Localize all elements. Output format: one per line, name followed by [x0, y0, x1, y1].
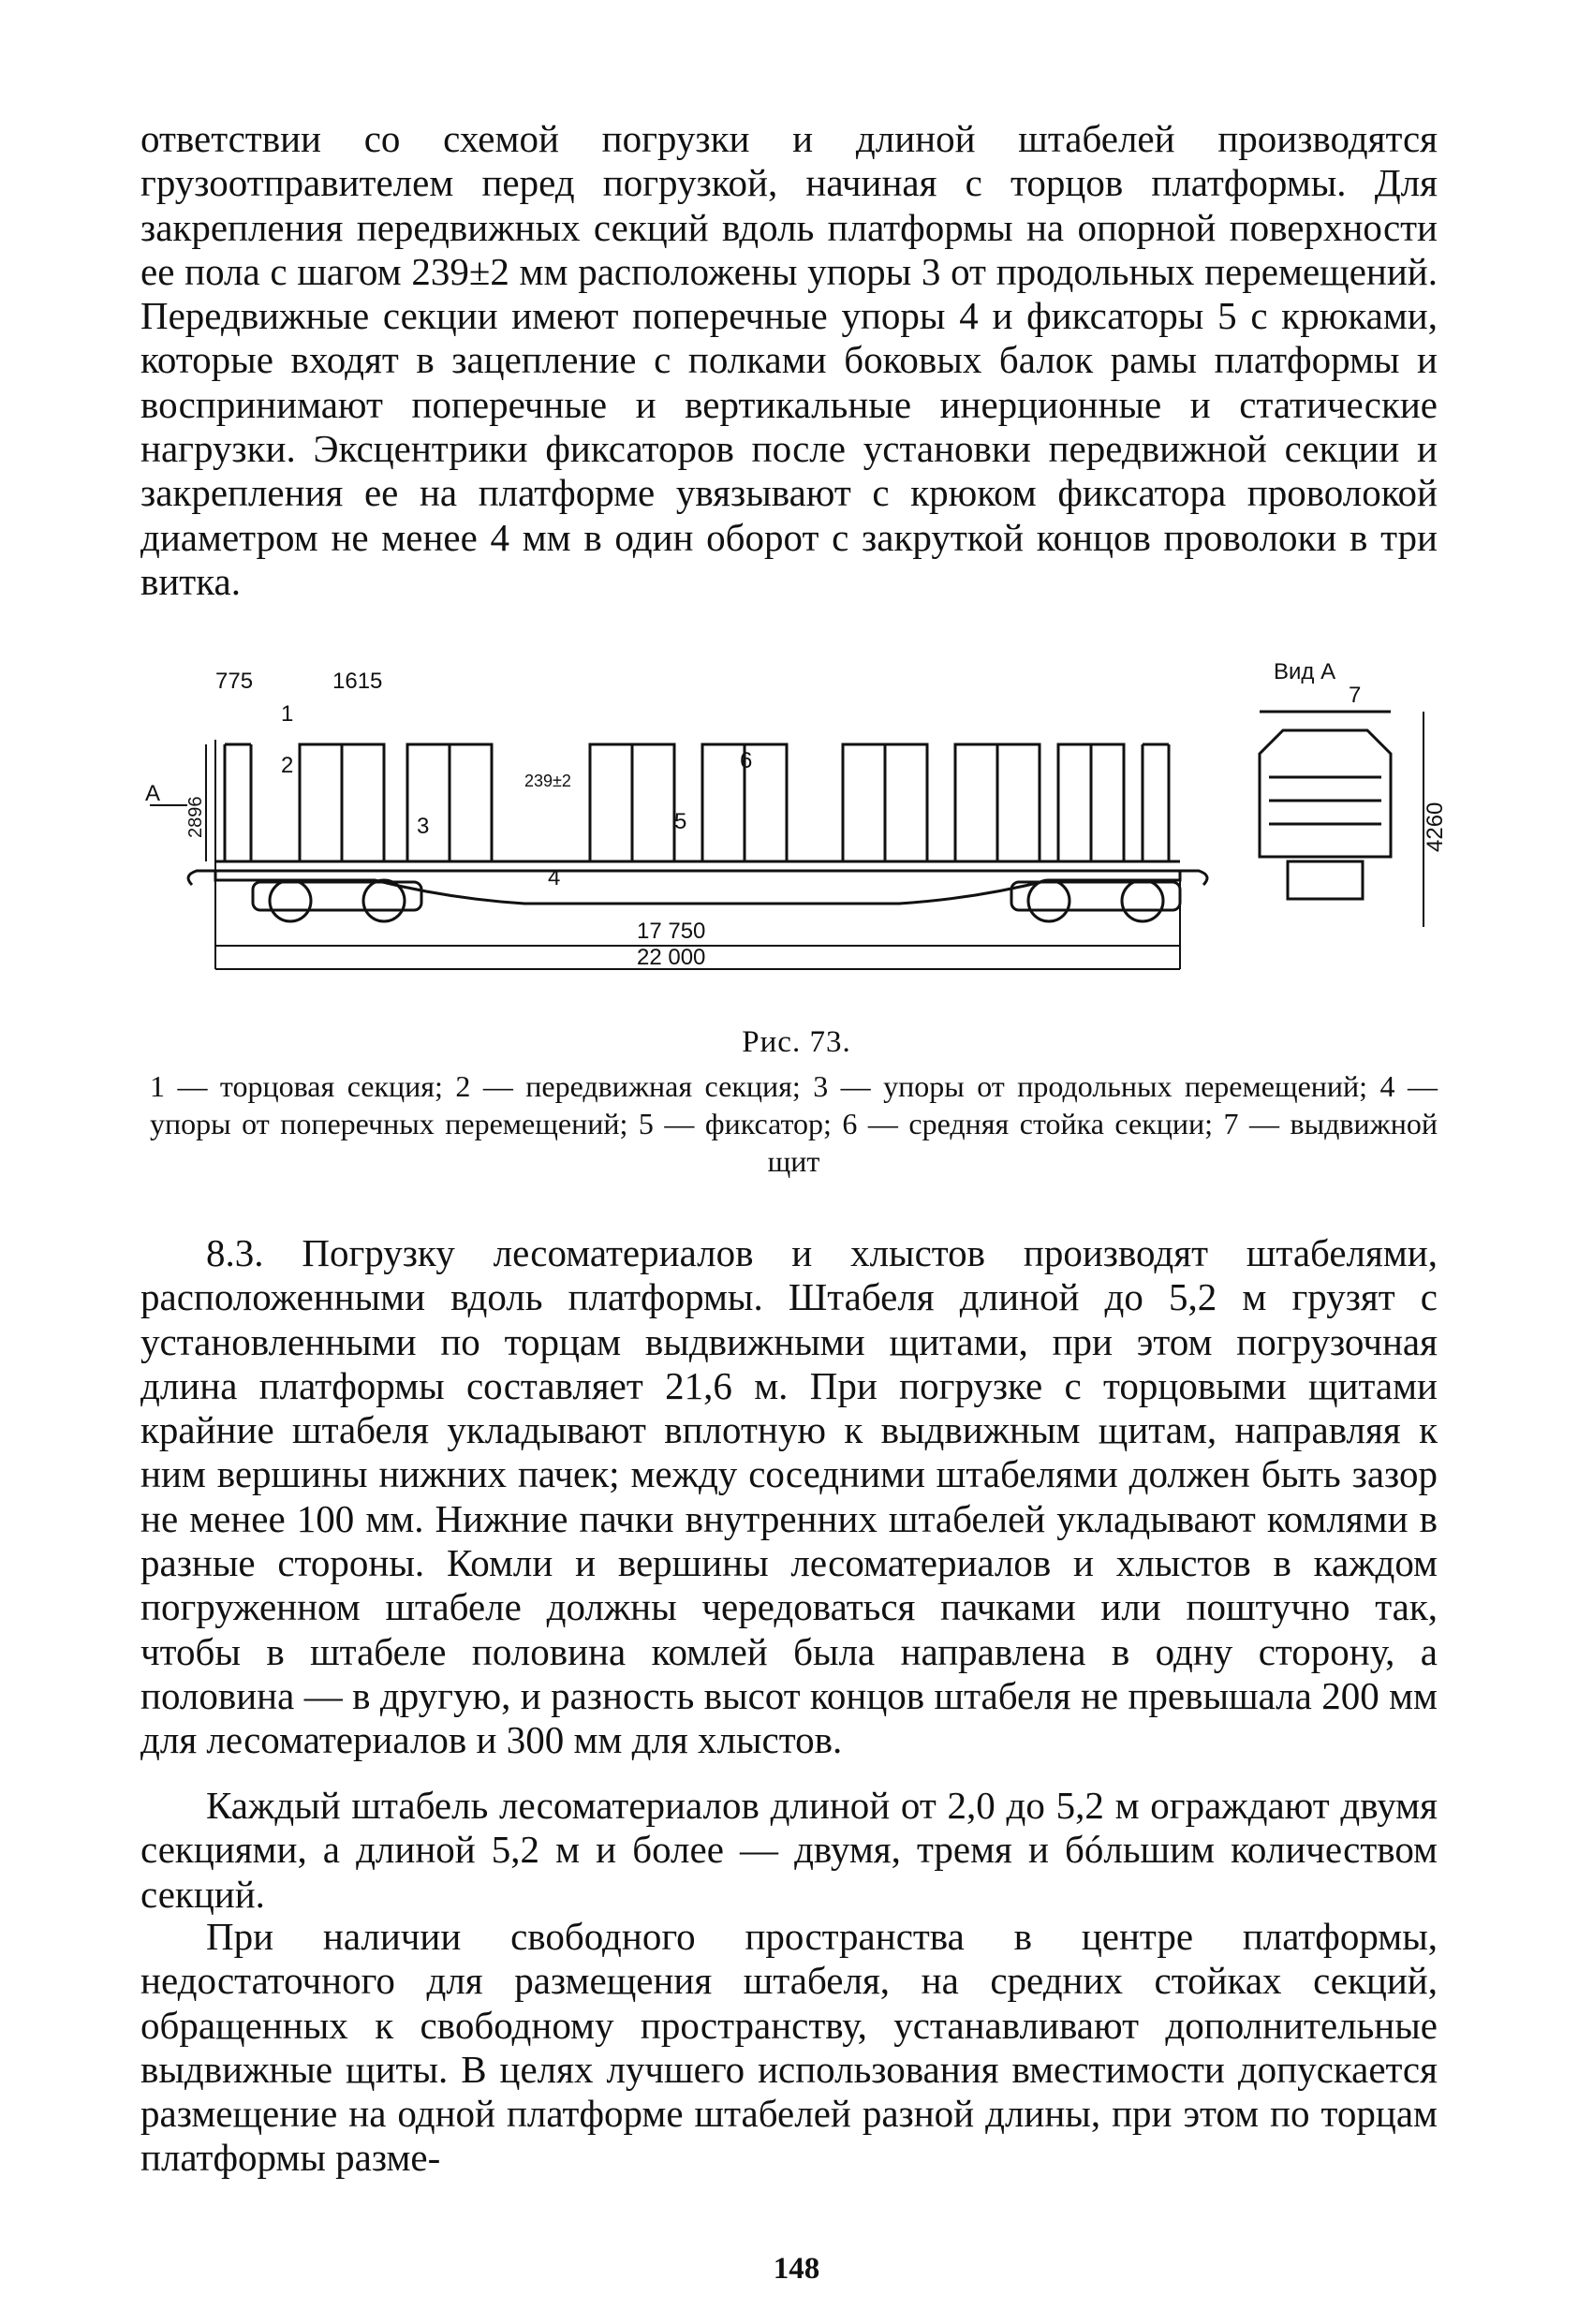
right-bogie: [1011, 880, 1180, 921]
paragraph-1: ответствии со схемой погрузки и длиной штабелей производятся грузоотправителем перед погрузкой, начиная с торцов платформы. Для закрепления передвижных секций вдоль платформы на опорной поверхности ее пола с шагом 239±2 мм расположены упоры 3 от продольных перемещений. Передвижные секции имеют поперечные упоры 4 и фиксаторы 5 с крюками, которые входят в зацепление с полками боковых балок рамы платформы и воспринимают поперечные и вертикальные инерционные и статические нагрузки. Эксцентрики фиксаторов после установки передвижной секции и закрепления ее на платформе увязывают с крюком фиксатора проволокой диаметром не менее 4 мм в один оборот с закруткой концов проволоки в три витка.: [140, 117, 1438, 603]
page-number: 148: [773, 2252, 820, 2286]
figure-title: Рис. 73.: [742, 1025, 851, 1059]
dim-17750: 17 750: [637, 919, 706, 944]
callout-1: 1: [281, 701, 294, 727]
dim-775: 775: [215, 669, 254, 694]
figure-caption: 1 — торцовая секция; 2 — передвижная секция; 3 — упоры от продольных перемещений; 4 — упоры от поперечных перемещений; 5 — фиксатор; 6 — средняя стойка секции; 7 — выдвижной щит: [150, 1069, 1438, 1178]
callout-7: 7: [1349, 683, 1362, 708]
right-coupler: [1180, 871, 1207, 885]
left-coupler: [188, 871, 215, 885]
dim-4260: 4260: [1423, 802, 1448, 852]
end-section-right: [1143, 744, 1169, 861]
callout-3: 3: [417, 814, 430, 839]
paragraph-4: При наличии свободного пространства в центре платформы, недостаточного для размещения штабеля, на средних стойках секций, обращенных к свободному пространству, устанавливают дополнительные выдвижные щиты. В целях лучшего использования вместимости допускается размещение на одной платформе штабелей разной длины, при этом по торцам платформы разме-: [140, 1915, 1438, 2180]
end-section-left: [225, 744, 251, 861]
dim-1615: 1615: [332, 669, 383, 694]
dim-22000: 22 000: [637, 945, 706, 970]
callout-5: 5: [674, 809, 687, 834]
callout-6: 6: [740, 748, 753, 773]
callout-4: 4: [548, 865, 561, 890]
paragraph-3: Каждый штабель лесоматериалов длиной от 2,0 до 5,2 м ограждают двумя секциями, а длиной 5,2 м и более — двумя, тремя и бóльшим количеством секций.: [140, 1784, 1438, 1916]
arrow-a-label: А: [145, 781, 161, 806]
dim-2896: 2896: [185, 796, 206, 838]
movable-section: [407, 744, 492, 861]
view-a-label: Вид А: [1274, 659, 1336, 684]
callout-2: 2: [281, 753, 294, 778]
movable-section: [843, 744, 927, 861]
movable-section: [300, 744, 384, 861]
technical-drawing: [131, 646, 1461, 1021]
movable-section: [1058, 744, 1124, 861]
movable-section: [590, 744, 674, 861]
end-view: [1260, 712, 1391, 899]
movable-section: [955, 744, 1040, 861]
figure-platform-drawing: [131, 646, 1461, 1021]
paragraph-2: 8.3. Погрузку лесоматериалов и хлыстов производят штабелями, расположенными вдоль платформы. Штабеля длиной до 5,2 м грузят с установленными по торцам выдвижными щитами, при этом погрузочная длина платформы составляет 21,6 м. При погрузке с торцовыми щитами крайние штабеля укладывают вплотную к выдвижным щитам, направляя к ним вершины нижних пачек; между соседними штабелями должен быть зазор не менее 100 мм. Нижние пачки внутренних штабелей укладывают комлями в разные стороны. Комли и вершины лесоматериалов и хлыстов в каждом погруженном штабеле должны чередоваться пачками или поштучно так, чтобы в штабеле половина комлей была направлена в одну сторону, а половина — в другую, и разность высот концов штабеля не превышала 200 мм для лесоматериалов и 300 мм для хлыстов.: [140, 1231, 1438, 1762]
dim-239: 239±2: [524, 772, 571, 790]
